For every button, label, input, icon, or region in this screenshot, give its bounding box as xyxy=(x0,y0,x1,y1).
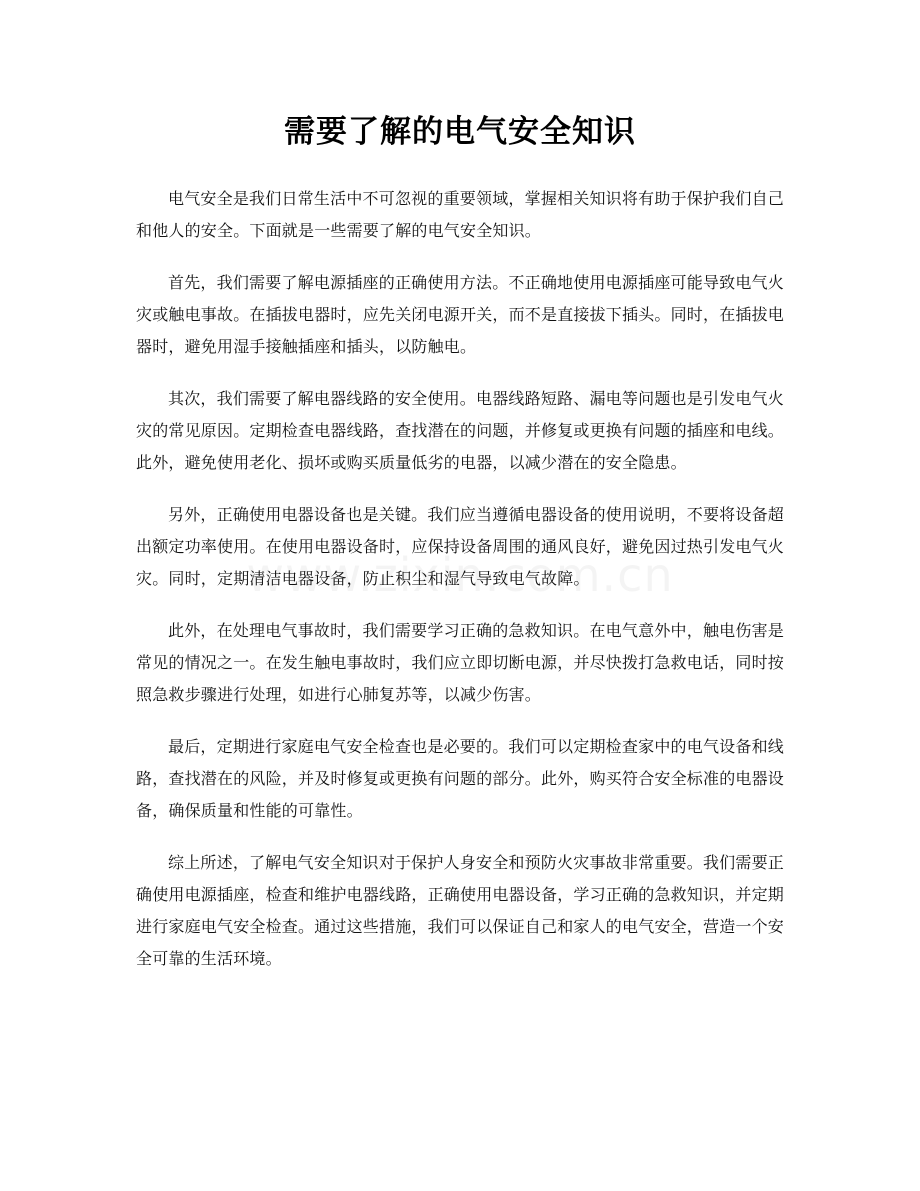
paragraph-inspection: 最后，定期进行家庭电气安全检查也是必要的。我们可以定期检查家中的电气设备和线路，查找潜在的风险，并及时修复或更换有问题的部分。此外，购买符合安全标准的电器设备，确保质量和性能的可靠性。 xyxy=(136,737,785,820)
paragraph-wiring: 其次，我们需要了解电器线路的安全使用。电器线路短路、漏电等问题也是引发电气火灾的常见原因。定期检查电器线路，查找潜在的问题，并修复或更换有问题的插座和电线。此外，避免使用老化、损坏或购买质量低劣的电器，以减少潜在的安全隐患。 xyxy=(136,389,785,472)
paragraph-appliances: 另外，正确使用电器设备也是关键。我们应当遵循电器设备的使用说明，不要将设备超出额定功率使用。在使用电器设备时，应保持设备周围的通风良好，避免因过热引发电气火灾。同时，定期清洁电器设备，防止积尘和湿气导致电气故障。 xyxy=(136,505,785,588)
paragraph-first-aid: 此外，在处理电气事故时，我们需要学习正确的急救知识。在电气意外中，触电伤害是常见的情况之一。在发生触电事故时，我们应立即切断电源，并尽快拨打急救电话，同时按照急救步骤进行处理，如进行心肺复苏等，以减少伤害。 xyxy=(136,621,785,704)
paragraph-intro: 电气安全是我们日常生活中不可忽视的重要领域，掌握相关知识将有助于保护我们自己和他人的安全。下面就是一些需要了解的电气安全知识。 xyxy=(136,189,784,240)
paragraph-power-outlets: 首先，我们需要了解电源插座的正确使用方法。不正确地使用电源插座可能导致电气火灾或触电事故。在插拔电器时，应先关闭电源开关，而不是直接拔下插头。同时，在插拔电器时，避免用湿手接触插座和插头，以防触电。 xyxy=(136,273,785,356)
document-title: 需要了解的电气安全知识 xyxy=(284,114,636,150)
document-body xyxy=(136,183,784,995)
paragraph-conclusion: 综上所述，了解电气安全知识对于保护人身安全和预防火灾事故非常重要。我们需要正确使用电源插座，检查和维护电器线路，正确使用电器设备，学习正确的急救知识，并定期进行家庭电气安全检查。通过这些措施，我们可以保证自己和家人的电气安全，营造一个安全可靠的生活环境。 xyxy=(136,853,785,968)
